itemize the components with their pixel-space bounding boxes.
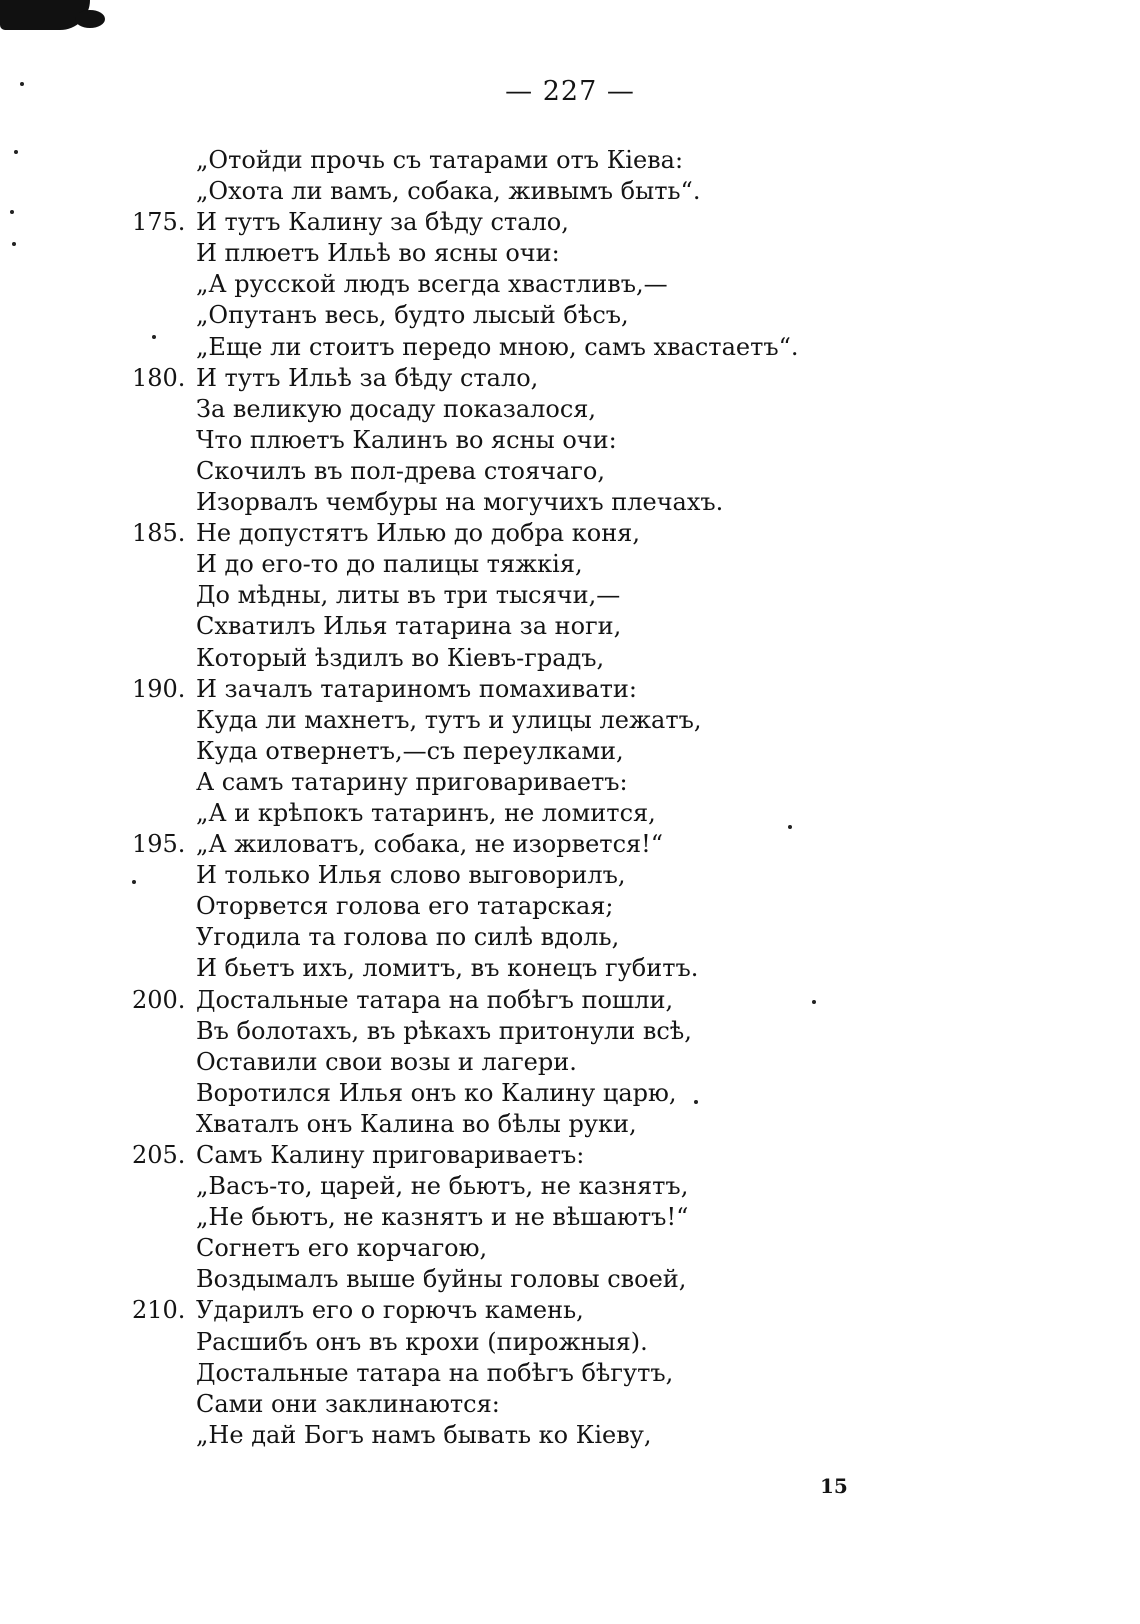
poem-line <box>0 922 1140 953</box>
line-text: Ударилъ его о горючъ камень, <box>196 1296 584 1325</box>
poem-line <box>0 425 1140 456</box>
poem-line <box>0 238 1140 269</box>
line-number: 210. <box>132 1296 186 1325</box>
poem-line <box>0 611 1140 642</box>
poem-line <box>0 829 1140 860</box>
poem-line <box>0 332 1140 363</box>
poem-line <box>0 300 1140 331</box>
line-text: Согнетъ его корчагою, <box>196 1234 488 1263</box>
line-text: Достальные татара на побѣгъ пошли, <box>196 985 674 1014</box>
line-text: И плюетъ Ильѣ во ясны очи: <box>196 239 560 268</box>
line-text: Скочилъ въ пол-древа стоячаго, <box>196 456 605 485</box>
poem-line <box>0 363 1140 394</box>
line-text: „А русской людъ всегда хвастливъ,— <box>196 270 668 299</box>
line-text: Угодила та голова по силѣ вдоль, <box>196 923 620 952</box>
line-number: 180. <box>132 363 186 392</box>
poem-line <box>0 518 1140 549</box>
line-number: 205. <box>132 1141 186 1169</box>
line-text: Воротился Илья онъ ко Калину царю, <box>196 1078 677 1107</box>
line-number: 175. <box>132 208 186 237</box>
line-text: Расшибъ онъ въ крохи (пирожныя). <box>196 1327 648 1356</box>
line-text: Въ болотахъ, въ рѣкахъ притонули всѣ, <box>196 1016 692 1045</box>
poem-line <box>0 1264 1140 1295</box>
poem-line <box>0 1327 1140 1358</box>
line-text: За великую досаду показалося, <box>196 394 597 423</box>
line-text: И тутъ Калину за бѣду стало, <box>196 208 569 237</box>
line-text: „А жиловатъ, собака, не изорвется!“ <box>196 830 664 859</box>
line-text: До мѣдны, литы въ три тысячи,— <box>196 581 621 610</box>
poem-line <box>0 1358 1140 1389</box>
line-text: Хваталъ онъ Калина во бѣлы руки, <box>196 1109 637 1138</box>
poem-line <box>0 1078 1140 1109</box>
line-text: Который ѣздилъ во Кіевъ-градъ, <box>196 643 605 672</box>
line-text: „Не бьютъ, не казнятъ и не вѣшаютъ!“ <box>196 1203 689 1232</box>
poem-line <box>0 1171 1140 1202</box>
poem-line <box>0 487 1140 518</box>
signature-mark: 15 <box>820 1474 848 1498</box>
line-text: „Опутанъ весь, будто лысый бѣсъ, <box>196 301 629 330</box>
poem-line <box>0 767 1140 798</box>
line-text: „Васъ-то, царей, не бьютъ, не казнятъ, <box>196 1172 689 1201</box>
line-number: 195. <box>132 830 186 859</box>
poem-line <box>0 145 1140 176</box>
poem-line <box>0 1233 1140 1264</box>
poem-line <box>0 643 1140 674</box>
poem-line <box>0 1202 1140 1233</box>
line-text: „Охота ли вамъ, собака, живымъ быть“. <box>196 177 701 206</box>
poem-line <box>0 891 1140 922</box>
line-text: Оторвется голова его татарская; <box>196 892 614 921</box>
poem-line <box>0 860 1140 891</box>
line-text: И до его-то до палицы тяжкія, <box>196 550 583 579</box>
ink-blot <box>75 10 105 28</box>
line-text: „Отойди прочь съ татарами отъ Кіева: <box>196 146 684 174</box>
line-text: И бьетъ ихъ, ломитъ, въ конецъ губитъ. <box>196 954 699 983</box>
line-text: „Не дай Богъ намъ бывать ко Кіеву, <box>196 1420 652 1449</box>
poem-line <box>0 549 1140 580</box>
line-text: Не допустятъ Илью до добра коня, <box>196 519 640 548</box>
line-number: 200. <box>132 985 186 1014</box>
poem-line <box>0 736 1140 767</box>
poem-line <box>0 207 1140 238</box>
poem-line <box>0 1016 1140 1047</box>
poem-line <box>0 394 1140 425</box>
poem-line <box>0 580 1140 611</box>
poem-line <box>0 1047 1140 1078</box>
line-text: Что плюетъ Калинъ во ясны очи: <box>196 425 617 454</box>
poem-line <box>0 1109 1140 1140</box>
poem-line <box>0 269 1140 300</box>
line-text: Куда отвернетъ,—съ переулками, <box>196 736 624 765</box>
line-text: Самъ Калину приговариваетъ: <box>196 1141 585 1169</box>
line-number: 185. <box>132 519 186 548</box>
line-text: „Еще ли стоитъ передо мною, самъ хвастаетъ“. <box>196 332 799 361</box>
poem-line <box>0 798 1140 829</box>
page-number: — 227 — <box>505 76 635 107</box>
line-text: „А и крѣпокъ татаринъ, не ломится, <box>196 798 656 827</box>
poem-line <box>0 985 1140 1016</box>
line-text: А самъ татарину приговариваетъ: <box>196 767 628 796</box>
poem-line <box>0 953 1140 984</box>
poem-line <box>0 1295 1140 1326</box>
poem-line <box>0 1420 1140 1451</box>
poem-line <box>0 705 1140 736</box>
line-number: 190. <box>132 674 186 703</box>
poem-line <box>0 674 1140 705</box>
poem-line <box>0 1389 1140 1420</box>
poem-text <box>0 145 1140 1451</box>
line-text: Достальные татара на побѣгъ бѣгутъ, <box>196 1358 674 1387</box>
line-text: Изорвалъ чембуры на могучихъ плечахъ. <box>196 488 724 517</box>
line-text: Куда ли махнетъ, тутъ и улицы лежатъ, <box>196 705 702 734</box>
line-text: И только Илья слово выговорилъ, <box>196 861 626 890</box>
poem-line <box>0 176 1140 207</box>
line-text: Схватилъ Илья татарина за ноги, <box>196 612 622 641</box>
line-text: И зачалъ татариномъ помахивати: <box>196 674 637 703</box>
poem-line <box>0 1140 1140 1171</box>
line-text: Оставили свои возы и лагери. <box>196 1047 577 1076</box>
line-text: Воздымалъ выше буйны головы своей, <box>196 1265 687 1294</box>
line-text: И тутъ Ильѣ за бѣду стало, <box>196 363 539 392</box>
poem-line <box>0 456 1140 487</box>
line-text: Сами они заклинаются: <box>196 1389 500 1418</box>
